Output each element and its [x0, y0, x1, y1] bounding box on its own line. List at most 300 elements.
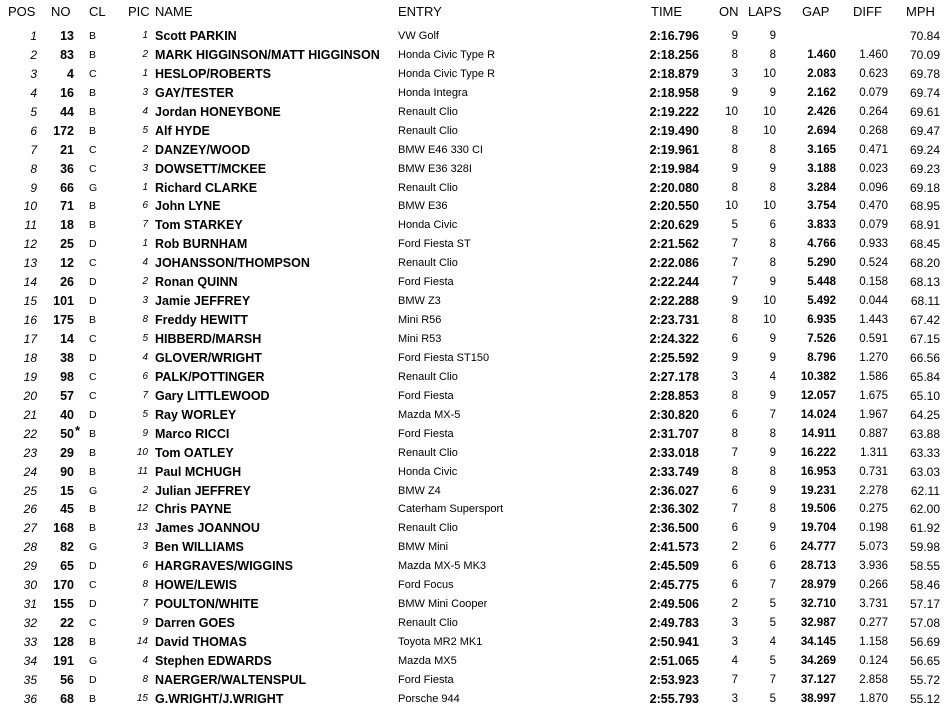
table-row: [0, 216, 952, 235]
cell-time: 2:45.509: [649, 559, 699, 574]
table-row: [0, 254, 952, 273]
cell-pos: 25: [23, 483, 37, 498]
cell-pos: 5: [30, 104, 37, 119]
cell-no: 98: [60, 369, 74, 384]
cell-name: Alf HYDE: [155, 123, 210, 138]
table-row: [0, 422, 952, 444]
cell-laps: 8: [769, 465, 776, 478]
cell-time: 2:36.500: [649, 521, 699, 536]
cell-time: 2:23.731: [649, 313, 699, 328]
cell-name: GAY/TESTER: [155, 85, 234, 100]
cell-pos: 24: [23, 464, 37, 479]
cell-on: 5: [731, 219, 738, 232]
cell-cl: B: [89, 427, 97, 440]
cell-time: 2:41.573: [649, 540, 699, 555]
cell-mph: 64.25: [909, 407, 940, 422]
cell-entry: Renault Clio: [398, 181, 458, 194]
cell-on: 7: [731, 446, 738, 459]
table-row: [0, 463, 952, 482]
cell-gap: 14.024: [800, 408, 836, 421]
cell-no: 90: [60, 464, 74, 479]
cell-cl: D: [89, 598, 97, 611]
cell-on: 7: [731, 503, 738, 516]
cell-on: 3: [731, 617, 738, 630]
cell-on: 8: [731, 181, 738, 194]
cell-no: 12: [60, 256, 74, 271]
cell-name: Tom STARKEY: [155, 218, 243, 233]
cell-pos: 35: [23, 672, 37, 687]
cell-mph: 69.47: [909, 123, 940, 138]
cell-pos: 9: [30, 180, 37, 195]
cell-time: 2:19.222: [649, 104, 699, 119]
cell-on: 2: [731, 541, 738, 554]
cell-mph: 58.55: [909, 559, 940, 574]
cell-name: POULTON/WHITE: [155, 597, 259, 612]
cell-name: Rob BURNHAM: [155, 237, 248, 252]
cell-pos: 3: [30, 66, 37, 81]
cell-pos: 16: [23, 313, 37, 328]
cell-mph: 69.24: [909, 142, 940, 157]
cell-no: 29: [60, 445, 74, 460]
cell-cl: G: [89, 484, 98, 497]
cell-pic: 3: [142, 86, 148, 98]
cell-diff: 2.278: [859, 484, 888, 497]
cell-pic: 5: [142, 408, 148, 420]
cell-entry: BMW E36: [398, 200, 448, 213]
cell-no: 172: [53, 123, 74, 138]
cell-cl: D: [89, 351, 97, 364]
cell-mph: 69.61: [909, 104, 940, 119]
cell-diff: 2.858: [859, 673, 888, 686]
cell-gap: 5.448: [807, 276, 836, 289]
cell-time: 2:21.562: [649, 237, 699, 252]
cell-gap: 34.269: [800, 654, 836, 667]
cell-pic: 4: [142, 654, 148, 666]
cell-pic: 5: [142, 124, 148, 136]
table-row: [0, 122, 952, 141]
cell-entry: BMW E36 328I: [398, 162, 472, 175]
cell-on: 6: [731, 560, 738, 573]
cell-laps: 8: [769, 257, 776, 270]
header-cl: CL: [89, 4, 106, 19]
cell-mph: 70.84: [909, 29, 940, 43]
cell-cl: B: [89, 48, 97, 61]
cell-on: 7: [731, 238, 738, 251]
cell-diff: 0.524: [859, 257, 888, 270]
cell-cl: G: [89, 541, 98, 554]
cell-no: 65: [60, 559, 74, 574]
cell-entry: Toyota MR2 MK1: [398, 636, 483, 648]
cell-on: 4: [731, 654, 738, 667]
cell-entry: Renault Clio: [398, 370, 458, 383]
cell-mph: 69.78: [909, 66, 940, 81]
cell-cl: B: [89, 314, 97, 327]
cell-on: 7: [731, 276, 738, 289]
cell-gap: 5.492: [807, 295, 836, 308]
header-pos: POS: [8, 4, 36, 19]
cell-name: Julian JEFFREY: [155, 483, 251, 498]
cell-diff: 0.198: [859, 522, 888, 535]
cell-diff: 1.586: [859, 370, 888, 383]
cell-laps: 10: [763, 314, 776, 327]
cell-no: 22: [60, 616, 74, 631]
cell-pic: 2: [142, 48, 148, 60]
cell-name: Jamie JEFFREY: [155, 294, 251, 309]
cell-gap: 32.987: [800, 617, 836, 630]
cell-pic: 2: [142, 276, 148, 288]
cell-no: 56: [60, 672, 74, 687]
cell-diff: 0.887: [859, 427, 888, 440]
cell-name: Jordan HONEYBONE: [155, 104, 281, 119]
cell-pic: 2: [142, 484, 148, 496]
cell-diff: 1.270: [859, 351, 888, 364]
header-name: NAME: [155, 4, 193, 19]
cell-laps: 7: [769, 408, 776, 421]
header-mph: MPH: [906, 4, 935, 19]
cell-name: HIBBERD/MARSH: [155, 332, 262, 346]
cell-cl: C: [89, 389, 97, 402]
cell-time: 2:19.984: [649, 161, 699, 176]
header-no: NO: [51, 4, 71, 19]
cell-cl: B: [89, 692, 97, 705]
cell-cl: B: [89, 124, 97, 137]
cell-entry: Renault Clio: [398, 257, 458, 270]
cell-no: 128: [53, 635, 74, 649]
cell-gap: 6.935: [807, 314, 836, 327]
cell-cl: C: [89, 579, 97, 592]
cell-no: 170: [53, 578, 74, 593]
cell-mph: 69.23: [909, 161, 940, 176]
header-laps: LAPS: [748, 4, 782, 19]
cell-no: 168: [53, 521, 74, 536]
cell-name: DANZEY/WOOD: [155, 142, 251, 157]
cell-pos: 14: [23, 275, 37, 290]
table-row: [0, 84, 952, 103]
cell-laps: 9: [769, 30, 776, 42]
cell-on: 6: [731, 579, 738, 592]
cell-mph: 56.69: [909, 635, 940, 649]
cell-mph: 57.08: [909, 616, 940, 631]
cell-gap: 4.766: [807, 238, 836, 251]
cell-mph: 58.46: [909, 578, 940, 593]
cell-on: 8: [731, 124, 738, 137]
cell-mph: 62.11: [910, 483, 940, 498]
cell-cl: C: [89, 617, 97, 630]
cell-pos: 2: [30, 47, 37, 62]
cell-time: 2:50.941: [649, 635, 699, 649]
cell-laps: 10: [763, 105, 776, 118]
cell-laps: 5: [769, 654, 776, 667]
cell-on: 10: [725, 105, 738, 118]
cell-laps: 9: [769, 162, 776, 175]
cell-mph: 69.74: [909, 85, 940, 100]
cell-entry: Mazda MX5: [398, 654, 457, 667]
cell-on: 10: [725, 200, 738, 213]
table-row: [0, 538, 952, 557]
table-row: [0, 65, 952, 84]
cell-pos: 28: [23, 540, 37, 555]
cell-no: 101: [53, 294, 74, 309]
cell-pic: 13: [136, 522, 148, 534]
cell-cl: B: [89, 522, 97, 535]
cell-no: 44: [60, 104, 74, 119]
cell-mph: 70.09: [909, 47, 940, 62]
cell-entry: Honda Civic Type R: [398, 48, 496, 61]
cell-pic: 8: [142, 673, 148, 685]
cell-cl: G: [89, 181, 98, 194]
cell-time: 2:20.080: [649, 180, 699, 195]
cell-no: 4: [67, 66, 74, 81]
cell-no: 40: [60, 407, 74, 422]
cell-mph: 68.11: [910, 294, 940, 309]
cell-no: 26: [60, 275, 74, 290]
penalty-marker: *: [75, 422, 81, 438]
cell-time: 2:45.775: [649, 578, 699, 593]
cell-cl: C: [89, 67, 97, 80]
cell-diff: 5.073: [859, 541, 888, 554]
cell-cl: B: [89, 465, 97, 478]
cell-gap: 3.284: [807, 181, 836, 194]
cell-on: 8: [731, 427, 738, 440]
cell-diff: 0.591: [859, 333, 888, 345]
cell-pos: 26: [23, 502, 37, 517]
cell-on: 7: [731, 673, 738, 686]
cell-laps: 10: [763, 124, 776, 137]
cell-name: Ben WILLIAMS: [155, 540, 244, 555]
cell-mph: 67.42: [909, 313, 940, 328]
cell-mph: 68.45: [909, 237, 940, 252]
header-on: ON: [719, 4, 739, 19]
header-time: TIME: [651, 4, 683, 19]
cell-pic: 9: [142, 617, 148, 629]
cell-pic: 1: [142, 67, 148, 79]
cell-laps: 6: [769, 560, 776, 573]
cell-time: 2:19.961: [649, 142, 699, 157]
cell-cl: D: [89, 673, 97, 686]
cell-mph: 56.65: [909, 653, 940, 668]
cell-name: MARK HIGGINSON/MATT HIGGINSON: [155, 47, 380, 62]
cell-laps: 9: [769, 276, 776, 289]
cell-entry: Renault Clio: [398, 522, 458, 535]
cell-pic: 3: [142, 295, 148, 307]
cell-pos: 12: [23, 237, 37, 252]
cell-gap: 14.911: [801, 427, 836, 440]
cell-name: GLOVER/WRIGHT: [155, 350, 262, 365]
cell-mph: 55.12: [909, 691, 940, 706]
cell-no: 83: [60, 47, 74, 62]
cell-mph: 59.98: [909, 540, 940, 555]
cell-name: NAERGER/WALTENSPUL: [155, 672, 307, 687]
cell-gap: 3.165: [807, 143, 836, 156]
cell-gap: 37.127: [800, 673, 836, 686]
cell-name: Paul MCHUGH: [155, 464, 242, 479]
cell-mph: 69.18: [909, 180, 940, 195]
cell-diff: 0.264: [859, 105, 888, 118]
cell-pic: 15: [136, 692, 148, 704]
table-row: [0, 595, 952, 614]
cell-time: 2:28.853: [649, 388, 699, 403]
cell-pos: 7: [30, 142, 37, 157]
cell-no: 45: [60, 502, 74, 517]
cell-cl: C: [89, 333, 97, 345]
cell-diff: 0.470: [859, 200, 888, 213]
cell-mph: 67.15: [909, 332, 940, 346]
cell-cl: B: [89, 636, 97, 648]
cell-time: 2:55.793: [649, 691, 699, 706]
cell-entry: BMW Mini: [398, 541, 449, 554]
cell-entry: VW Golf: [398, 30, 439, 42]
cell-laps: 9: [769, 522, 776, 535]
cell-time: 2:49.783: [649, 616, 699, 631]
table-row: [0, 500, 952, 519]
results-table: [0, 27, 952, 709]
cell-name: Ronan QUINN: [155, 275, 238, 290]
cell-mph: 57.17: [909, 597, 940, 612]
cell-on: 7: [731, 257, 738, 270]
cell-entry: Ford Fiesta: [398, 276, 454, 289]
table-row: [0, 273, 952, 292]
cell-diff: 3.731: [859, 598, 888, 611]
cell-entry: Ford Focus: [398, 579, 454, 592]
cell-diff: 0.096: [859, 181, 888, 194]
table-row: [0, 633, 952, 652]
cell-time: 2:18.879: [649, 66, 699, 81]
cell-pos: 33: [23, 635, 37, 649]
cell-time: 2:36.027: [649, 483, 699, 498]
cell-time: 2:22.288: [649, 294, 699, 309]
table-row: [0, 368, 952, 387]
cell-no: 25: [60, 237, 74, 252]
cell-laps: 8: [769, 427, 776, 440]
cell-name: Gary LITTLEWOOD: [155, 388, 270, 403]
cell-cl: C: [89, 370, 97, 383]
cell-no: 16: [60, 85, 74, 100]
table-row: [0, 179, 952, 198]
cell-pic: 10: [136, 446, 148, 458]
cell-pos: 22: [23, 426, 37, 441]
cell-pos: 8: [30, 161, 37, 176]
cell-mph: 63.88: [909, 426, 940, 441]
cell-on: 3: [731, 370, 738, 383]
cell-gap: 19.704: [800, 522, 836, 535]
cell-name: Chris PAYNE: [155, 502, 232, 517]
cell-on: 9: [731, 30, 738, 42]
cell-mph: 65.84: [909, 369, 940, 384]
cell-gap: 16.222: [800, 446, 836, 459]
cell-time: 2:49.506: [649, 597, 699, 612]
cell-entry: Caterham Supersport: [398, 503, 504, 516]
cell-cl: B: [89, 86, 97, 99]
cell-on: 6: [731, 408, 738, 421]
cell-diff: 1.675: [859, 389, 888, 402]
cell-on: 9: [731, 162, 738, 175]
table-row: [0, 519, 952, 538]
header-gap: GAP: [802, 4, 830, 19]
table-row: [0, 27, 952, 46]
cell-pos: 21: [23, 407, 37, 422]
cell-pic: 3: [142, 162, 148, 174]
cell-laps: 9: [769, 333, 776, 345]
cell-time: 2:33.749: [649, 464, 699, 479]
cell-name: John LYNE: [155, 199, 221, 214]
cell-no: 36: [60, 161, 74, 176]
cell-mph: 61.92: [909, 521, 940, 536]
cell-laps: 5: [769, 692, 776, 705]
cell-gap: 2.162: [807, 86, 836, 99]
cell-entry: Ford Fiesta: [398, 427, 454, 440]
cell-entry: BMW E46 330 CI: [398, 143, 483, 156]
table-row: [0, 197, 952, 216]
cell-pos: 19: [23, 369, 37, 384]
cell-name: James JOANNOU: [155, 521, 260, 536]
cell-time: 2:18.958: [649, 85, 699, 100]
cell-name: HOWE/LEWIS: [155, 578, 237, 593]
cell-time: 2:19.490: [649, 123, 699, 138]
cell-pos: 27: [23, 521, 37, 536]
cell-entry: Renault Clio: [398, 105, 458, 118]
cell-diff: 0.266: [859, 579, 888, 592]
cell-entry: Mini R56: [398, 314, 442, 327]
cell-pos: 18: [23, 350, 37, 365]
cell-name: HESLOP/ROBERTS: [155, 66, 271, 81]
cell-gap: 38.997: [800, 692, 836, 705]
cell-no: 175: [53, 313, 74, 328]
cell-entry: BMW Z4: [398, 484, 441, 497]
cell-no: 191: [53, 653, 74, 668]
cell-mph: 63.03: [909, 464, 940, 479]
cell-laps: 5: [769, 617, 776, 630]
cell-diff: 0.158: [859, 276, 888, 289]
cell-name: HARGRAVES/WIGGINS: [155, 559, 293, 574]
cell-diff: 0.275: [859, 503, 888, 516]
cell-laps: 4: [769, 370, 776, 383]
table-row: [0, 444, 952, 463]
cell-cl: D: [89, 560, 97, 573]
table-row: [0, 614, 952, 633]
cell-diff: 1.460: [859, 48, 888, 61]
cell-cl: B: [89, 503, 97, 516]
table-row: [0, 557, 952, 576]
cell-entry: Renault Clio: [398, 446, 458, 459]
cell-diff: 0.268: [859, 124, 888, 137]
table-row: [0, 46, 952, 65]
cell-laps: 7: [769, 579, 776, 592]
cell-name: Ray WORLEY: [155, 407, 237, 422]
cell-pic: 14: [136, 636, 148, 647]
cell-laps: 8: [769, 503, 776, 516]
cell-no: 155: [53, 597, 74, 612]
cell-no: 38: [60, 350, 74, 365]
cell-entry: BMW Z3: [398, 295, 441, 308]
table-row: [0, 330, 952, 349]
cell-pic: 7: [142, 389, 148, 401]
cell-no: 21: [60, 142, 74, 157]
cell-name: Stephen EDWARDS: [155, 653, 272, 668]
cell-pos: 20: [23, 388, 37, 403]
cell-pic: 4: [142, 351, 148, 363]
cell-no: 82: [60, 540, 74, 555]
table-row: [0, 235, 952, 254]
cell-mph: 55.72: [909, 672, 940, 687]
cell-entry: Mini R53: [398, 333, 442, 345]
cell-cl: D: [89, 276, 97, 289]
cell-cl: D: [89, 238, 97, 251]
table-row: [0, 406, 952, 425]
cell-name: Scott PARKIN: [155, 29, 237, 43]
cell-gap: 32.710: [800, 598, 836, 611]
cell-on: 3: [731, 636, 738, 648]
cell-pic: 6: [142, 560, 148, 572]
